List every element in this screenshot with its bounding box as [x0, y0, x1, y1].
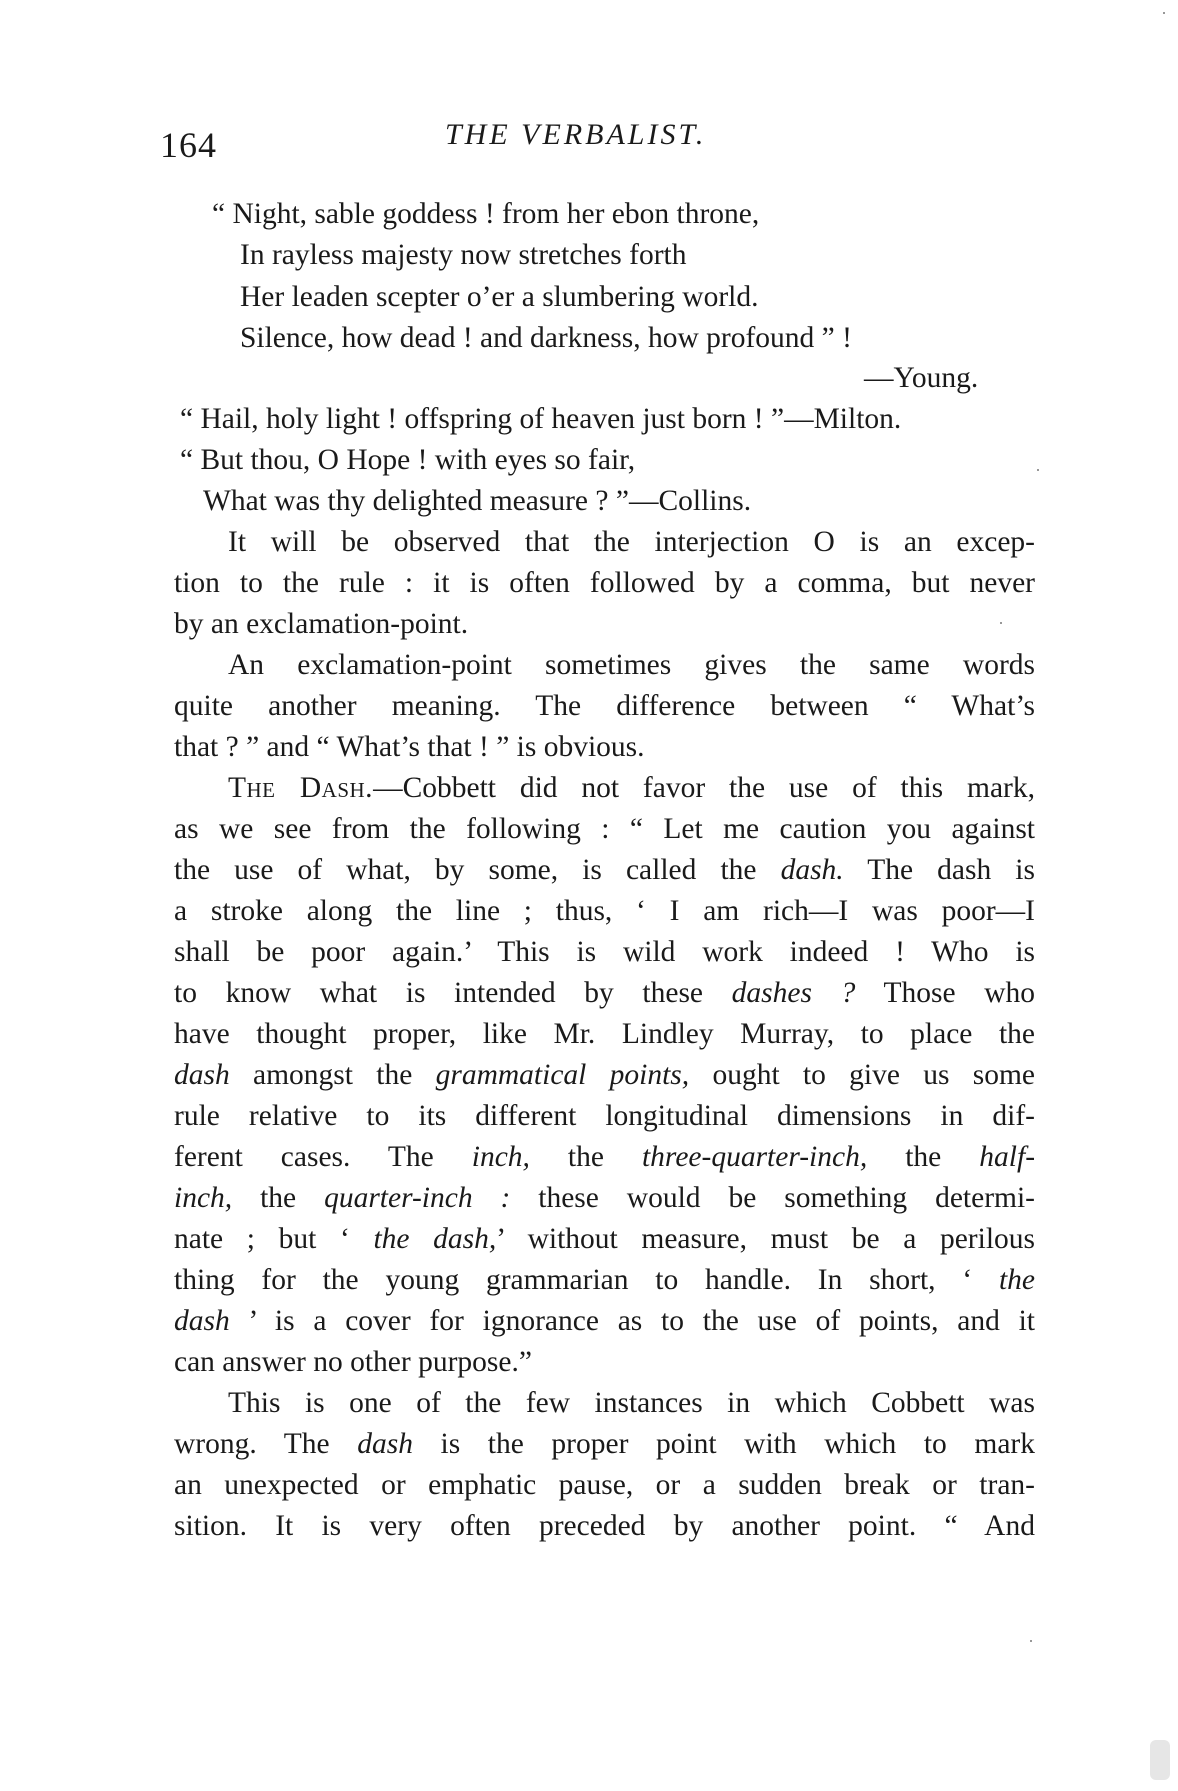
text-line: can answer no other purpose.” — [174, 1346, 532, 1378]
text-line: tion to the rule : it is often followed by a comma, but never — [174, 567, 1035, 599]
text-line — [174, 1139, 1035, 1175]
text-line — [174, 1221, 1035, 1257]
text-line: an unexpected or emphatic pause, or a sudden break or tran- — [174, 1469, 1035, 1501]
text-line — [174, 975, 1035, 1011]
text-line — [174, 1057, 1035, 1093]
text-line — [174, 1180, 1035, 1216]
text-span: The dash is — [843, 854, 1035, 886]
italic-span: the dash, — [373, 1223, 497, 1255]
italic-span: inch, — [174, 1182, 233, 1214]
scan-smudge — [1150, 1740, 1170, 1780]
text-line — [174, 1303, 1035, 1339]
text-span: the — [529, 1141, 642, 1173]
text-line: a stroke along the line ; thus, ‘ I am rich—I was poor—I — [174, 895, 1035, 927]
text-line: It will be observed that the interjection O is an excep- — [228, 526, 1035, 558]
text-line: quite another meaning. The difference between “ What’s — [174, 690, 1035, 722]
text-span: ferent cases. The — [174, 1141, 472, 1173]
text-line: sition. It is very often preceded by another point. “ And — [174, 1510, 1035, 1542]
text-span: the — [867, 1141, 980, 1173]
text-span: to know what is intended by these — [174, 977, 732, 1009]
text-line: that ? ” and “ What’s that ! ” is obvious. — [174, 731, 645, 763]
italic-span: dashes ? — [731, 977, 856, 1009]
text-line: An exclamation-point sometimes gives the same words — [228, 649, 1035, 681]
page-header — [160, 118, 1035, 166]
quote-collins-line-2: What was thy delighted measure ? ”—Collins. — [203, 485, 752, 517]
text-span: the use of what, by some, is called the — [174, 854, 781, 886]
italic-span: dash. — [780, 854, 844, 886]
quote-night-attribution: —Young. — [864, 362, 979, 394]
text-span: amongst the — [229, 1059, 436, 1091]
text-span: these would be something determi- — [510, 1182, 1035, 1214]
quote-collins-line-1: “ But thou, O Hope ! with eyes so fair, — [180, 444, 636, 476]
running-title: THE VERBALIST. — [445, 118, 707, 151]
text-line: as we see from the following : “ Let me caution you against — [174, 813, 1035, 845]
text-line: have thought proper, like Mr. Lindley Murray, to place the — [174, 1018, 1035, 1050]
italic-span: inch, — [471, 1141, 530, 1173]
quote-night-line-4: Silence, how dead ! and darkness, how profound ” ! — [240, 322, 852, 354]
italic-span: grammatical points, — [435, 1059, 690, 1091]
text-line: This is one of the few instances in which Cobbett was — [228, 1387, 1035, 1419]
italic-span: dash — [357, 1428, 413, 1460]
text-line — [174, 770, 1035, 806]
italic-span: the — [998, 1264, 1035, 1296]
quote-milton: “ Hail, holy light ! offspring of heaven just born ! ”—Milton. — [180, 403, 902, 435]
text-span: is the proper point with which to mark — [412, 1428, 1035, 1460]
text-line — [174, 852, 1035, 888]
text-span: thing for the young grammarian to handle. In short, ‘ — [174, 1264, 999, 1296]
text-line: by an exclamation-point. — [174, 608, 469, 640]
text-span: wrong. The — [174, 1428, 358, 1460]
quote-night-line-1: “ Night, sable goddess ! from her ebon throne, — [212, 198, 760, 230]
text-span: Those who — [855, 977, 1035, 1009]
section-heading: The Dash. — [228, 772, 374, 804]
scan-speck — [1163, 12, 1165, 14]
text-span: —Cobbett did not favor the use of this mark, — [373, 772, 1036, 804]
text-span: ought to give us some — [689, 1059, 1035, 1091]
italic-span: quarter-inch : — [324, 1182, 511, 1214]
scan-speck — [1030, 1640, 1032, 1642]
italic-span: three-quarter-inch, — [641, 1141, 868, 1173]
italic-span: dash — [174, 1305, 230, 1337]
scan-speck — [1000, 622, 1002, 624]
text-line: rule relative to its different longitudinal dimensions in dif- — [174, 1100, 1035, 1132]
text-line: shall be poor again.’ This is wild work indeed ! Who is — [174, 936, 1035, 968]
text-line — [174, 1262, 1035, 1298]
text-span: ’ is a cover for ignorance as to the use of points, and it — [229, 1305, 1035, 1337]
page-number: 164 — [160, 125, 217, 165]
text-span: ’ without measure, must be a perilous — [496, 1223, 1035, 1255]
quote-night-line-3: Her leaden scepter o’er a slumbering world. — [240, 281, 759, 313]
text-span: nate ; but ‘ — [174, 1223, 374, 1255]
text-line — [174, 1426, 1035, 1462]
scan-speck — [1037, 469, 1039, 471]
italic-span: dash — [174, 1059, 230, 1091]
text-span: the — [232, 1182, 325, 1214]
italic-span: half- — [979, 1141, 1036, 1173]
quote-night-line-2: In rayless majesty now stretches forth — [240, 239, 687, 271]
